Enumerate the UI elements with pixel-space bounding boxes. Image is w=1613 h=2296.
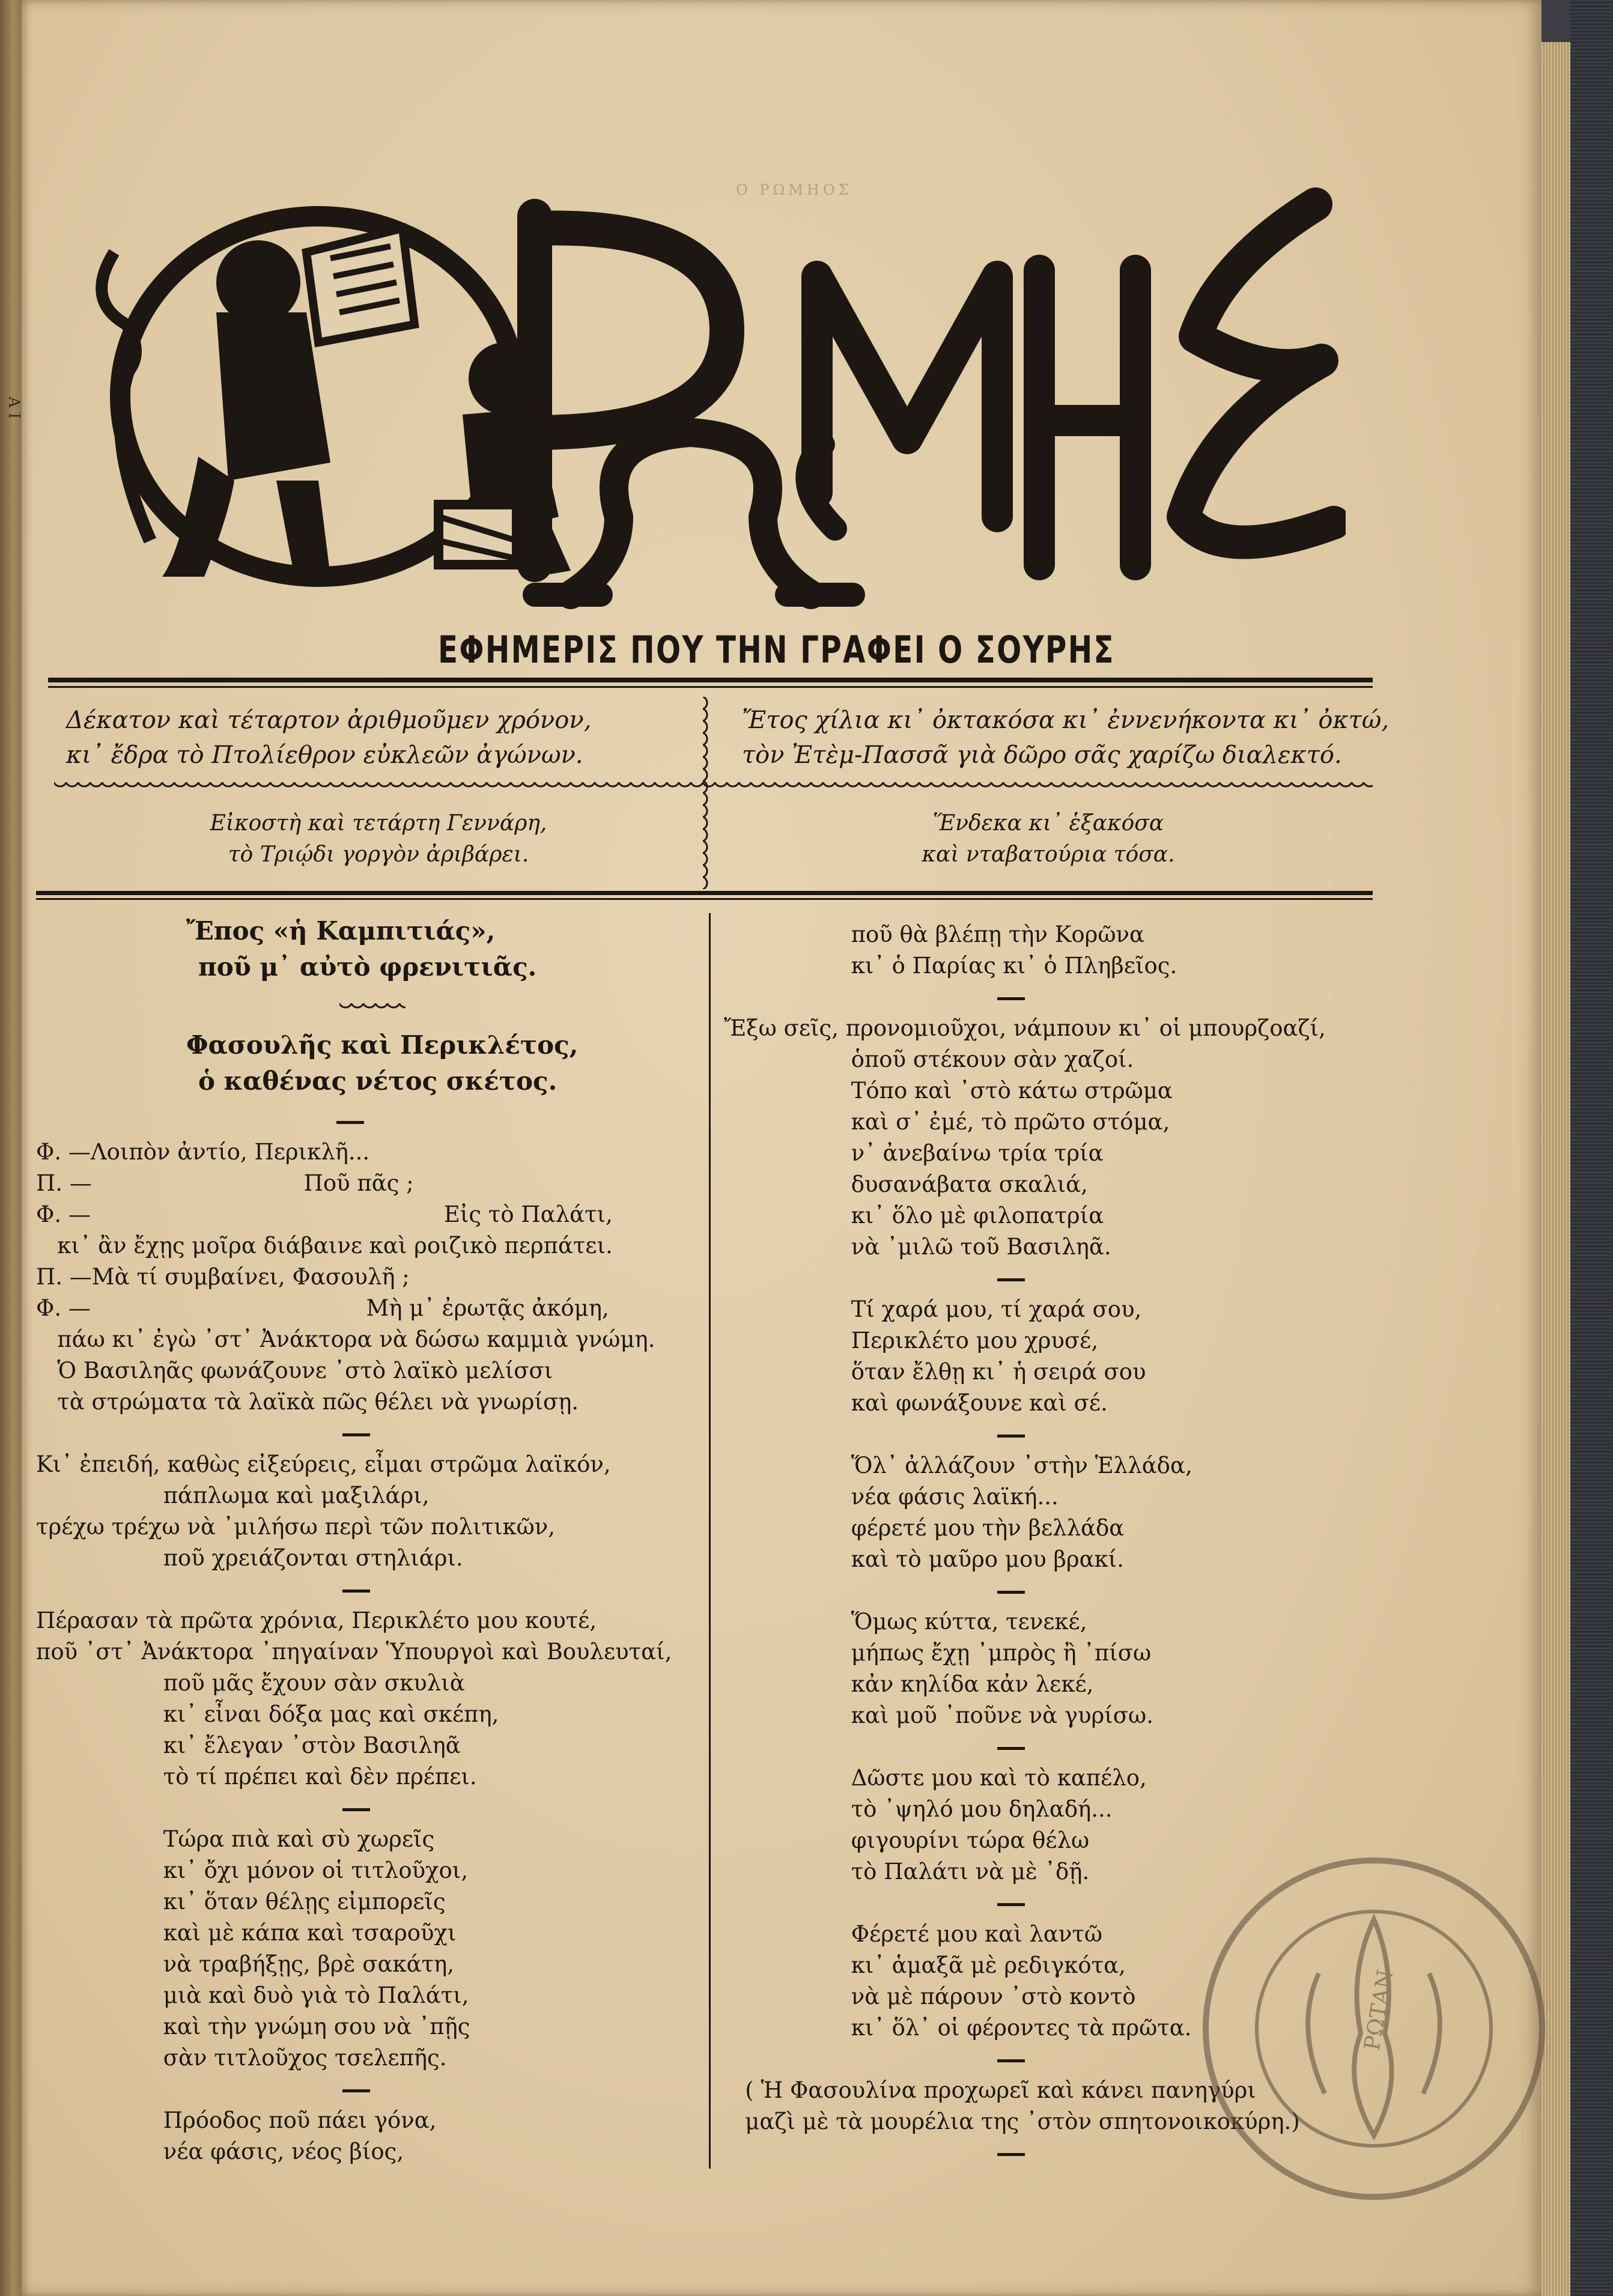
- header-left-date: Εἰκοστὴ καὶ τετάρτη Γεννάρη, τὸ Τριῴδι γοργὸν ἀριβάρει.: [210, 811, 547, 867]
- stanza-separator-dash: [997, 982, 1373, 1013]
- poem-line: νὰ ᾿μιλῶ τοῦ Βασιληᾶ.: [724, 1234, 1111, 1260]
- stanza-separator-dash: [342, 2074, 703, 2105]
- poem-subtitle: Φασουλῆς καὶ Περικλέτος,: [186, 1030, 579, 1060]
- poem-line: Φέρετέ μου καὶ λαντῶ: [724, 1921, 1103, 1947]
- poem-line: Κι᾿ ἐπειδή, καθὼς εἰξεύρεις, εἶμαι στρῶμα λαϊκόν,: [36, 1451, 611, 1477]
- header-wavy-rule: [54, 782, 1373, 792]
- faint-show-through-header: Ο ΡΩΜΗΟΣ: [736, 181, 852, 198]
- poem-line: κι᾿ εἶναι δόξα μας καὶ σκέπη,: [36, 1701, 499, 1727]
- poem-line: κι᾿ ὅταν θέλῃς εἰμπορεῖς: [36, 1889, 446, 1915]
- poem-line: νέα φάσις, νέος βίος,: [36, 2139, 404, 2164]
- poem-line: Τώρα πιὰ καὶ σὺ χωρεῖς: [36, 1826, 435, 1852]
- poem-line: ν᾿ ἀνεβαίνω τρία τρία: [724, 1140, 1104, 1166]
- top-double-rule-thin: [48, 686, 1373, 688]
- poem-line: καὶ σ᾿ ἐμέ, τὸ πρῶτο στόμα,: [724, 1109, 1170, 1135]
- binding-edge: [0, 0, 22, 2296]
- poem-line: Ὅμως κύττα, τενεκέ,: [724, 1609, 1087, 1635]
- poem-line: νὰ τραβήξῃς, βρὲ σακάτη,: [36, 1951, 455, 1977]
- poem-line: κἀν κηλίδα κἀν λεκέ,: [724, 1671, 1094, 1697]
- poem-line: Τί χαρά μου, τί χαρά σου,: [724, 1296, 1142, 1322]
- poem-line: Ἔξω σεῖς, προνομιοῦχοι, νάμπουν κι᾿ οἱ μπουρζοαζί,: [724, 1015, 1326, 1041]
- poem-line: Ὅλ᾿ ἀλλάζουν ᾿στὴν Ἑλλάδα,: [724, 1453, 1192, 1478]
- stanza-separator-dash: [997, 1731, 1373, 1763]
- header-left-verse: Δέκατον καὶ τέταρτον ἀριθμοῦμεν χρόνον, κι᾿ ἔδρα τὸ Πτολίεθρον εὐκλεῶν ἀγώνων.: [66, 706, 592, 769]
- poem-line: Περικλέτο μου χρυσέ,: [724, 1328, 1099, 1353]
- poem-line: Φ. — Μὴ μ᾿ ἐρωτᾷς ἀκόμη,: [36, 1295, 609, 1321]
- masthead-illustration: [78, 180, 1346, 613]
- stanza-separator-dash: [342, 1793, 703, 1824]
- mid-double-rule-thin: [36, 898, 1373, 900]
- poem-title: Ἔπος «ἡ Καμπιτιάς»,: [186, 916, 496, 946]
- poem-line: τὰ στρώματα τὰ λαϊκὰ πῶς θέλει νὰ γνωρίσῃ.: [36, 1389, 579, 1415]
- masthead: [78, 180, 1346, 613]
- poem-line: μήπως ἔχῃ ᾿μπρὸς ἢ ᾿πίσω: [724, 1640, 1152, 1666]
- poem-line: Π. —Μὰ τί συμβαίνει, Φασουλῆ ;: [36, 1264, 410, 1290]
- poem-line: ποῦ μᾶς ἔχουν σὰν σκυλιὰ: [36, 1670, 465, 1696]
- masthead-subtitle: ΕΦΗΜΕΡΙΣ ΠΟΥ ΤΗΝ ΓΡΑΦΕΙ Ο ΣΟΥΡΗΣ: [437, 628, 1115, 672]
- left-column: [36, 913, 703, 2167]
- poem-line: κι᾿ ἁμαξᾶ μὲ ρεδιγκότα,: [724, 1952, 1126, 1978]
- poem-line: ποῦ ᾿στ᾿ Ἀνάκτορα ᾿πηγαίναν Ὑπουργοὶ καὶ Βουλευταί,: [36, 1639, 672, 1665]
- poem-line: ποῦ χρειάζονται στηλιάρι.: [36, 1545, 463, 1571]
- poem-line: Πέρασαν τὰ πρῶτα χρόνια, Περικλέτο μου κουτέ,: [36, 1608, 597, 1633]
- poem-line: μαζὶ μὲ τὰ μουρέλια της ᾿στὸν σπητονοικοκύρη.): [724, 2109, 1300, 2134]
- poem-line: Φ. — Εἰς τὸ Παλάτι,: [36, 1201, 613, 1227]
- top-double-rule: [48, 678, 1373, 682]
- section-dash: [336, 1105, 703, 1137]
- poem-line: Ὁ Βασιληᾶς φωνάζουνε ᾿στὸ λαϊκὸ μελίσσι: [36, 1358, 553, 1383]
- poem-line: τὸ Παλάτι νὰ μὲ ᾿δῇ.: [724, 1859, 1090, 1884]
- header-right-verse: Ἔτος χίλια κι᾿ ὀκτακόσα κι᾿ ἐννενήκοντα κι᾿ ὀκτώ, τὸν Ἐτὲμ-Πασσᾶ γιὰ δῶρο σᾶς χαρίζω διαλεκτό.: [742, 706, 1390, 769]
- stanza-separator-dash: [342, 1574, 703, 1605]
- book-cover: [1570, 0, 1613, 2296]
- poem-line: δυσανάβατα σκαλιά,: [724, 1171, 1088, 1197]
- column-divider: [709, 913, 711, 2169]
- poem-line: τὸ ᾿ψηλό μου δηλαδή...: [724, 1796, 1113, 1822]
- poem-line: νὰ μὲ πάρουν ᾿στὸ κοντὸ: [724, 1984, 1136, 2009]
- left-poem-lines: [36, 1137, 703, 2167]
- stanza-separator-dash: [997, 1575, 1373, 1606]
- poem-line: ὅταν ἔλθῃ κι᾿ ἡ σειρά σου: [724, 1359, 1146, 1385]
- poem-line: τὸ τί πρέπει καὶ δὲν πρέπει.: [36, 1764, 477, 1790]
- stamp-center-text: ΡΩΤΑΝ: [1359, 1967, 1399, 2053]
- poem-line: πάω κι᾿ ἐγὼ ᾿στ᾿ Ἀνάκτορα νὰ δώσω καμμιὰ γνώμη.: [36, 1326, 655, 1352]
- poem-line: καὶ μὲ κάπα καὶ τσαροῦχι: [36, 1920, 457, 1946]
- poem-line: Δῶστε μου καὶ τὸ καπέλο,: [724, 1765, 1147, 1791]
- stanza-separator-dash: [997, 1419, 1373, 1450]
- poem-subtitle-line2: ὁ καθένας νέτος σκέτος.: [198, 1066, 557, 1096]
- poem-line: Π. — Ποῦ πᾶς ;: [36, 1170, 414, 1196]
- header-vertical-wavy-divider: [703, 697, 712, 889]
- stanza-separator-dash: [342, 1418, 703, 1449]
- left-edge-mark: Α Ι: [5, 396, 23, 419]
- poem-line: πάπλωμα καὶ μαξιλάρι,: [36, 1483, 430, 1508]
- poem-line: ποῦ θὰ βλέπῃ τὴν Κορῶνα: [724, 922, 1145, 947]
- poem-line: Πρόοδος ποῦ πάει γόνα,: [36, 2107, 437, 2133]
- poem-line: φιγουρίνι τώρα θέλω: [724, 1827, 1090, 1853]
- stanza-separator-dash: [997, 1263, 1373, 1294]
- poem-line: καὶ τὸ μαῦρο μου βρακί.: [724, 1546, 1124, 1572]
- library-stamp: [1198, 1853, 1550, 2205]
- poem-line: μιὰ καὶ δυὸ γιὰ τὸ Παλάτι,: [36, 1982, 469, 2008]
- poem-line: φέρετέ μου τὴν βελλάδα: [724, 1515, 1125, 1541]
- poem-line: ( Ἡ Φασουλίνα προχωρεῖ καὶ κάνει πανηγύρι: [724, 2077, 1256, 2103]
- poem-line: κι᾿ ὅλ᾿ οἱ φέροντες τὰ πρῶτα.: [724, 2015, 1192, 2041]
- poem-line: κι᾿ ἂν ἔχῃς μοῖρα διάβαινε καὶ ροιζικὸ περπάτει.: [36, 1233, 613, 1259]
- poem-line: κι᾿ ὁ Παρίας κι᾿ ὁ Πληβεῖος.: [724, 953, 1177, 979]
- poem-line: κι᾿ ὅλο μὲ φιλοπατρία: [724, 1203, 1104, 1228]
- poem-line: Τόπο καὶ ᾿στὸ κάτω στρῶμα: [724, 1078, 1173, 1104]
- poem-line: κι᾿ ἔλεγαν ᾿στὸν Βασιληᾶ: [36, 1733, 461, 1758]
- mid-double-rule: [36, 891, 1373, 895]
- poem-line: Φ. —Λοιπὸν ἀντίο, Περικλῆ...: [36, 1139, 370, 1165]
- header-right-date: Ἕνδεκα κι᾿ ἑξακόσα καὶ νταβατούρια τόσα.: [922, 811, 1175, 867]
- title-wavy-ornament: [339, 1003, 406, 1013]
- poem-line: καὶ μοῦ ᾿ποῦνε νὰ γυρίσω.: [724, 1702, 1153, 1728]
- poem-line: σὰν τιτλοῦχος τσελεπῆς.: [36, 2045, 447, 2071]
- poem-line: ὁποῦ στέκουν σὰν χαζοί.: [724, 1046, 1134, 1072]
- poem-line: καὶ φωνάξουνε καὶ σέ.: [724, 1390, 1108, 1416]
- poem-line: καὶ τὴν γνώμη σου νὰ ᾿πῇς: [36, 2014, 470, 2039]
- poem-line: τρέχω τρέχω νὰ ᾿μιλήσω περὶ τῶν πολιτικῶν,: [36, 1514, 556, 1540]
- poem-line: κι᾿ ὄχι μόνον οἱ τιτλοῦχοι,: [36, 1857, 469, 1883]
- poem-title-line2: ποῦ μ᾿ αὐτὸ φρενιτιᾶς.: [198, 952, 537, 982]
- poem-line: νέα φάσις λαϊκή...: [724, 1484, 1059, 1510]
